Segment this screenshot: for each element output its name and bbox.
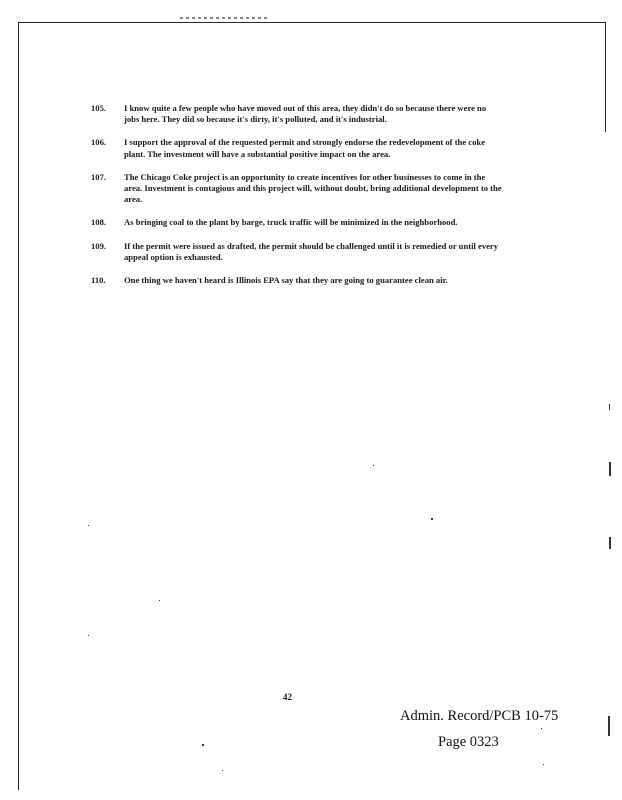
comment-text: One thing we haven't heard is Illinois EPA say that they are going to guarantee clean air. [124, 275, 448, 286]
scan-speck [609, 537, 611, 549]
scan-speck [159, 600, 160, 601]
comment-number: 110. [91, 275, 106, 286]
page-number: 42 [283, 692, 292, 702]
admin-record-label: Admin. Record/PCB 10-75 [400, 708, 559, 724]
comment-item [91, 217, 503, 228]
comment-list [91, 103, 503, 298]
comment-number: 105. [91, 103, 107, 113]
scan-speck [608, 716, 610, 736]
scan-speck [431, 518, 433, 520]
scan-speck [373, 465, 374, 466]
comment-text: I support the approval of the requested permit and strongly endorse the redevelopment of the coke plant. The investment will have a substantial positive impact on the area. [124, 137, 486, 159]
scan-speck [543, 764, 544, 765]
comment-text: I know quite a few people who have moved out of this area, they didn't do so because there were no jobs here. They did so because it's dirty, it's polluted, and it's industrial. [124, 103, 487, 125]
comment-number: 108. [91, 217, 107, 228]
scan-speck [88, 525, 89, 526]
scan-smudge [180, 17, 270, 19]
comment-text: As bringing coal to the plant by barge, truck traffic will be minimized in the neighborhood. [124, 217, 458, 228]
comment-item [91, 241, 503, 263]
stamp-page-label: Page 0323 [438, 734, 499, 750]
comment-number: 107. [91, 171, 107, 182]
comment-text: The Chicago Coke project is an opportunity to create incentives for other businesses to come in the area. Investment is contagious and this project will, without doubt, bring additional development to the area. [124, 171, 502, 205]
scan-speck [541, 728, 542, 729]
comment-item [91, 172, 503, 206]
scan-speck [88, 635, 89, 636]
comment-text: If the permit were issued as drafted, the permit should be challenged until it is remedied or until every appeal option is exhausted. [124, 240, 499, 262]
comment-number: 109. [91, 240, 107, 251]
comment-item [91, 137, 503, 159]
scan-speck [222, 770, 223, 771]
scan-frame-left-edge [18, 22, 19, 790]
scan-frame-top-edge [18, 22, 605, 23]
comment-number: 106. [91, 137, 107, 148]
admin-record-stamp [400, 703, 560, 755]
scan-speck [609, 462, 611, 476]
comment-item [91, 275, 503, 286]
scan-speck [202, 744, 204, 746]
comment-item [91, 103, 503, 125]
scan-frame-right-edge [605, 22, 606, 132]
scan-speck [609, 404, 610, 410]
